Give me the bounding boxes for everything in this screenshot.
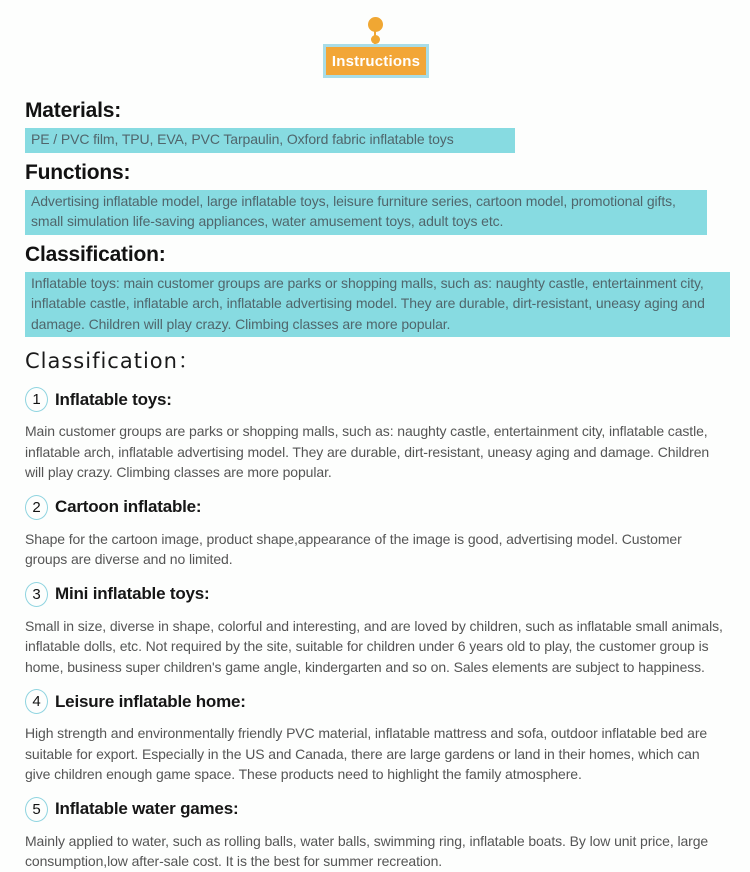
- functions-highlight-text: Advertising inflatable model, large inflatable toys, leisure furniture series, cartoon model, promotional gifts, small simulation life-saving appliances, water amusement toys, adult toys etc.: [25, 190, 707, 235]
- description-content: [0, 78, 750, 872]
- item-text: High strength and environmentally friendly PVC material, inflatable mattress and sofa, outdoor inflatable bed are suitable for export. Especially in the US and Canada, there are large gardens or land in their homes, which can give children enough game space. These products need to highlight the family atmosphere.: [25, 725, 708, 782]
- item-text: Shape for the cartoon image, product shape,appearance of the image is good, advertising model. Customer groups are diverse and no limited.: [25, 530, 682, 567]
- item-number-badge: 4: [25, 689, 48, 714]
- instructions-header: [0, 0, 750, 78]
- materials-heading: Materials:: [25, 99, 122, 122]
- item-text: Mainly applied to water, such as rolling balls, water balls, swimming ring, inflatable boats. By low unit price, large consumption,low after-sale cost. It is the best for summer recreation.: [25, 832, 709, 869]
- classification-list-heading: Classification：: [25, 349, 200, 373]
- item-title: Mini inflatable toys:: [55, 584, 210, 603]
- list-item: [25, 797, 727, 872]
- list-item: [25, 689, 727, 785]
- item-title: Leisure inflatable home:: [55, 691, 246, 711]
- item-number-badge: 2: [25, 495, 48, 520]
- item-title: Cartoon inflatable:: [55, 497, 202, 516]
- list-item: [25, 387, 727, 483]
- functions-heading: Functions:: [25, 160, 131, 184]
- classification-highlight-text: Inflatable toys: main customer groups are parks or shopping malls, such as: naughty castle, entertainment city, inflatable castle, inflatable arch, inflatable advertising model. They are durable, dirt-resistant, uneasy aging and damage. Children will play crazy. Climbing classes are more popular.: [25, 272, 730, 338]
- pin-dot-large-icon: [368, 17, 383, 32]
- pin-dot-small-icon: [371, 35, 380, 44]
- item-title: Inflatable toys:: [55, 389, 172, 409]
- instructions-button[interactable]: Instructions: [323, 44, 429, 78]
- item-title: Inflatable water games:: [55, 799, 239, 818]
- classification-heading: Classification:: [25, 242, 166, 266]
- item-text: Small in size, diverse in shape, colorful and interesting, and are loved by children, such as inflatable small animals, inflatable dolls, etc. Not required by the site, suitable for children under 6 years old to play, the customer group is home, business super children's game angle, kindergarten and so on. Sales elements are subject to happiness.: [25, 617, 723, 675]
- item-number-badge: 1: [25, 387, 48, 412]
- item-number-badge: 5: [25, 797, 48, 822]
- item-text: Main customer groups are parks or shopping malls, such as: naughty castle, entertainment city, inflatable castle, inflatable arch, inflatable advertising model. They are durable, dirt-resistant, uneasy aging and damage. Children will play crazy. Climbing classes are more popular.: [25, 423, 710, 480]
- item-number-badge: 3: [25, 582, 48, 607]
- list-item: [25, 582, 727, 678]
- materials-highlight-text: PE / PVC film, TPU, EVA, PVC Tarpaulin, Oxford fabric inflatable toys: [25, 128, 515, 153]
- list-item: [25, 495, 727, 570]
